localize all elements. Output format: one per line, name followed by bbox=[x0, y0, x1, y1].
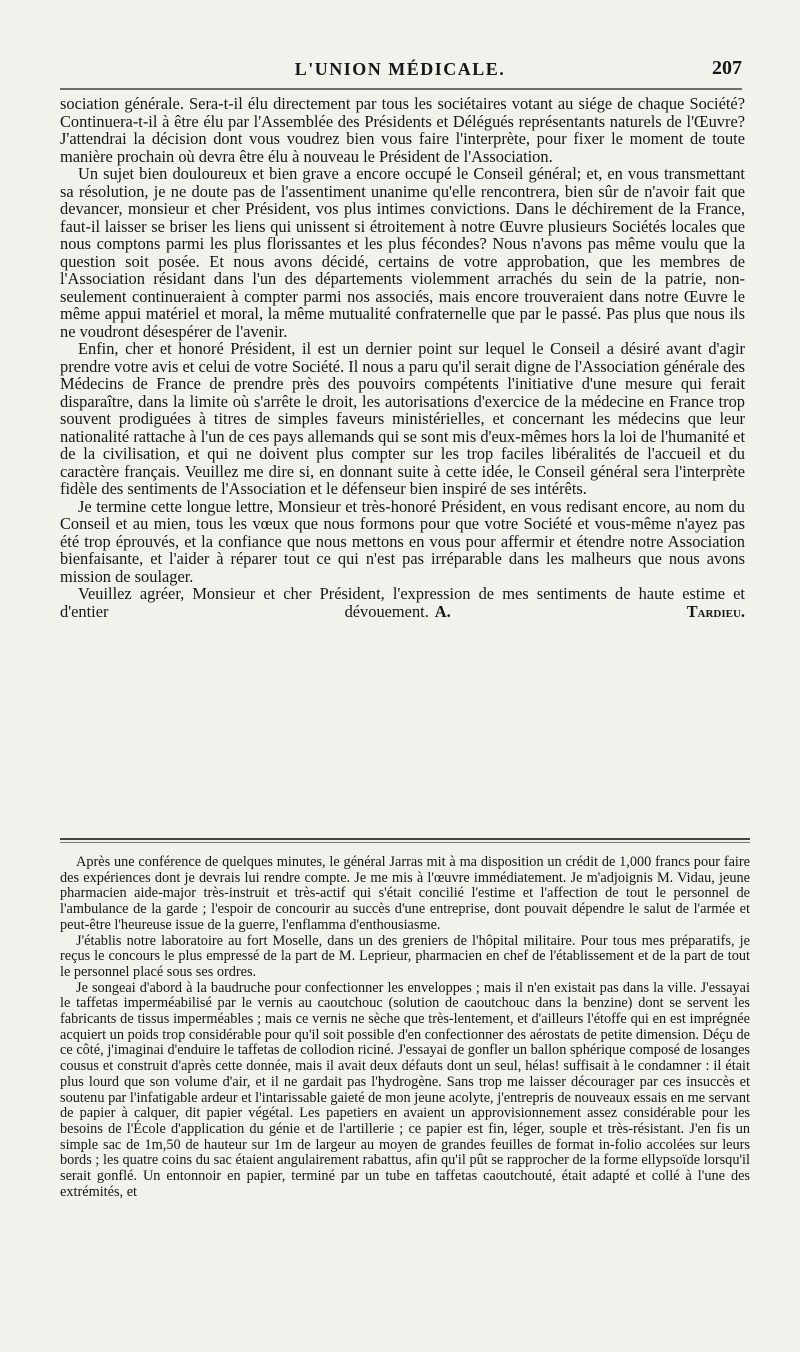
header-rule bbox=[60, 88, 742, 90]
running-title: L'UNION MÉDICALE. bbox=[294, 59, 506, 79]
signature: A. Tardieu. bbox=[434, 601, 745, 621]
letter-paragraph: sociation générale. Sera-t-il élu directement par tous les sociétaires votant au siége de chaque Société? Continuera-t-il à être élu par l'Assemblée des Présidents et Délégués représentants naturels de l'Œuvre? J'attendrai la décision dont vous voudrez bien vous faire l'interprète, pour fixer le moment de toute manière prochain où devra être élu à nouveau le Président de l'Association. bbox=[60, 94, 745, 166]
letter-section bbox=[60, 95, 745, 620]
page-number: 207 bbox=[712, 57, 742, 79]
page-header bbox=[60, 55, 740, 85]
closing-text: Veuillez agréer, Monsieur et cher Président, l'expression de mes sentiments de haute estime et d'entier dévouement. bbox=[60, 584, 745, 621]
article-paragraph: J'établis notre laboratoire au fort Moselle, dans un des greniers de l'hôpital militaire. Pour tous mes préparatifs, je reçus le concours le plus empressé de la part de M. Leprieur, pharmacien en chef de l'établissement et de la part de tout le personnel placé sous ses ordres. bbox=[60, 932, 750, 980]
article-paragraph: Je songeai d'abord à la baudruche pour confectionner les enveloppes ; mais il n'en existait pas dans la ville. J'essayai le taffetas imperméabilisé par le vernis au caoutchouc (solution de caoutchouc dans la benzine) dont se servent les fabricants de tissus imperméables ; mais ce vernis ne sèche que très-lentement, et d'ailleurs l'étoffe qui en est imprégnée acquiert un poids trop considérable pour qu'il soit possible d'en confectionner des aérostats de petite dimension. Déçu de ce côté, j'imaginai d'enduire le taffetas de collodion riciné. J'essayai de gonfler un ballon sphérique composé de losanges cousus et construit d'après cette donnée, mais il avait deux défauts dont un seul, hélas! suffisait à le condamner : il était plus lourd que son volume d'air, et il ne gardait pas l'hydrogène. Sans trop me laisser décourager par ces insuccès et soutenu par l'infatigable ardeur et l'intarissable gaieté de mon jeune acolyte, j'entrepris de nouveaux essais en me servant de papier à calquer, dit papier végétal. Les papetiers en avaient un approvisionnement assez considérable pour les besoins de l'École d'application du génie et de l'artillerie ; ce papier est fin, léger, souple et très-résistant. J'en fis un simple sac de 1m,50 de hauteur sur 1m de largeur au moyen de grandes feuilles de format in-folio accolées sur leurs bords ; les quatre coins du sac étaient angulairement rabattus, afin qu'il pût se rapprocher de la forme ellypsoïde lorsqu'il serait gonflé. Un entonnoir en papier, terminé par un tube en taffetas caoutchouté, était adapté et collé à l'une des extrémités, et bbox=[60, 979, 750, 1200]
article-paragraph: Après une conférence de quelques minutes, le général Jarras mit à ma disposition un crédit de 1,000 francs pour faire des expériences dont je devrais lui rendre compte. Je me mis à l'œuvre immédiatement. Je m'adjoignis M. Vidau, jeune pharmacien aide-major très-instruit et très-actif qui s'était concilié l'estime et l'affection de tout le personnel de l'ambulance de la garde ; l'espoir de concourir au succès d'une entreprise, dont pouvait dépendre le salut de l'armée et peut-être l'heureuse issue de la guerre, l'enflamma d'enthousiasme. bbox=[60, 854, 750, 933]
section-divider bbox=[60, 838, 750, 843]
letter-paragraph: Enfin, cher et honoré Président, il est un dernier point sur lequel le Conseil a désiré avant d'agir prendre votre avis et celui de votre Société. Il nous a paru qu'il serait digne de l'Association générale des Médecins de France de prendre près des pouvoirs compétents l'initiative d'une mesure qui ferait disparaître, dans la limite où s'arrête le droit, les autorisations d'exercice de la médecine en France trop souvent prodiguées à titres de simples faveurs ministérielles, et concernant les médecins que leur nationalité rattache à l'un de ces pays allemands qui se sont mis d'eux-mêmes hors la loi de l'humanité et de la civilisation, et qui ne doivent plus compter sur les trop faciles libéralités de l'accueil et du caractère français. Veuillez me dire si, en donnant suite à cette idée, le Conseil général sera l'interprète fidèle des sentiments de l'Association et le défenseur bien inspiré de ses intérêts. bbox=[60, 339, 745, 498]
letter-paragraph: Je termine cette longue lettre, Monsieur et très-honoré Président, en vous redisant encore, au nom du Conseil et au mien, tous les vœux que nous formons pour que votre Société et vous-même n'ayez pas été trop éprouvés, et la confiance que nous mettons en vous pour affermir et étendre notre Association bienfaisante, et l'aider à réparer tout ce qui n'est pas irréparable dans les malheurs que nous avons mission de soulager. bbox=[60, 496, 745, 586]
article-section bbox=[60, 855, 750, 1200]
letter-paragraph: Un sujet bien douloureux et bien grave a encore occupé le Conseil général; et, en vous transmettant sa résolution, je ne doute pas de l'assentiment unanime qu'elle rencontrera, bien sûr de n'avoir fait que devancer, monsieur et cher Président, vos plus intimes convictions. Dans le déchirement de la France, faut-il laisser se briser les liens qui unissent si étroitement à notre Œuvre plusieurs Sociétés locales que nous comptons parmi les plus florissantes et les plus fécondes? Nous n'avons pas même voulu que la question soit posée. Et nous avons décidé, certains de votre approbation, que les membres de l'Association résidant dans l'un des départements violemment arrachés du sein de la patrie, non-seulement continueraient à compter parmi nos associés, mais encore trouveraient dans notre Œuvre le même appui matériel et moral, la même mutualité confraternelle que par le passé. Pas plus que nous ils ne voudront désespérer de l'avenir. bbox=[60, 164, 745, 341]
letter-closing bbox=[60, 585, 745, 620]
